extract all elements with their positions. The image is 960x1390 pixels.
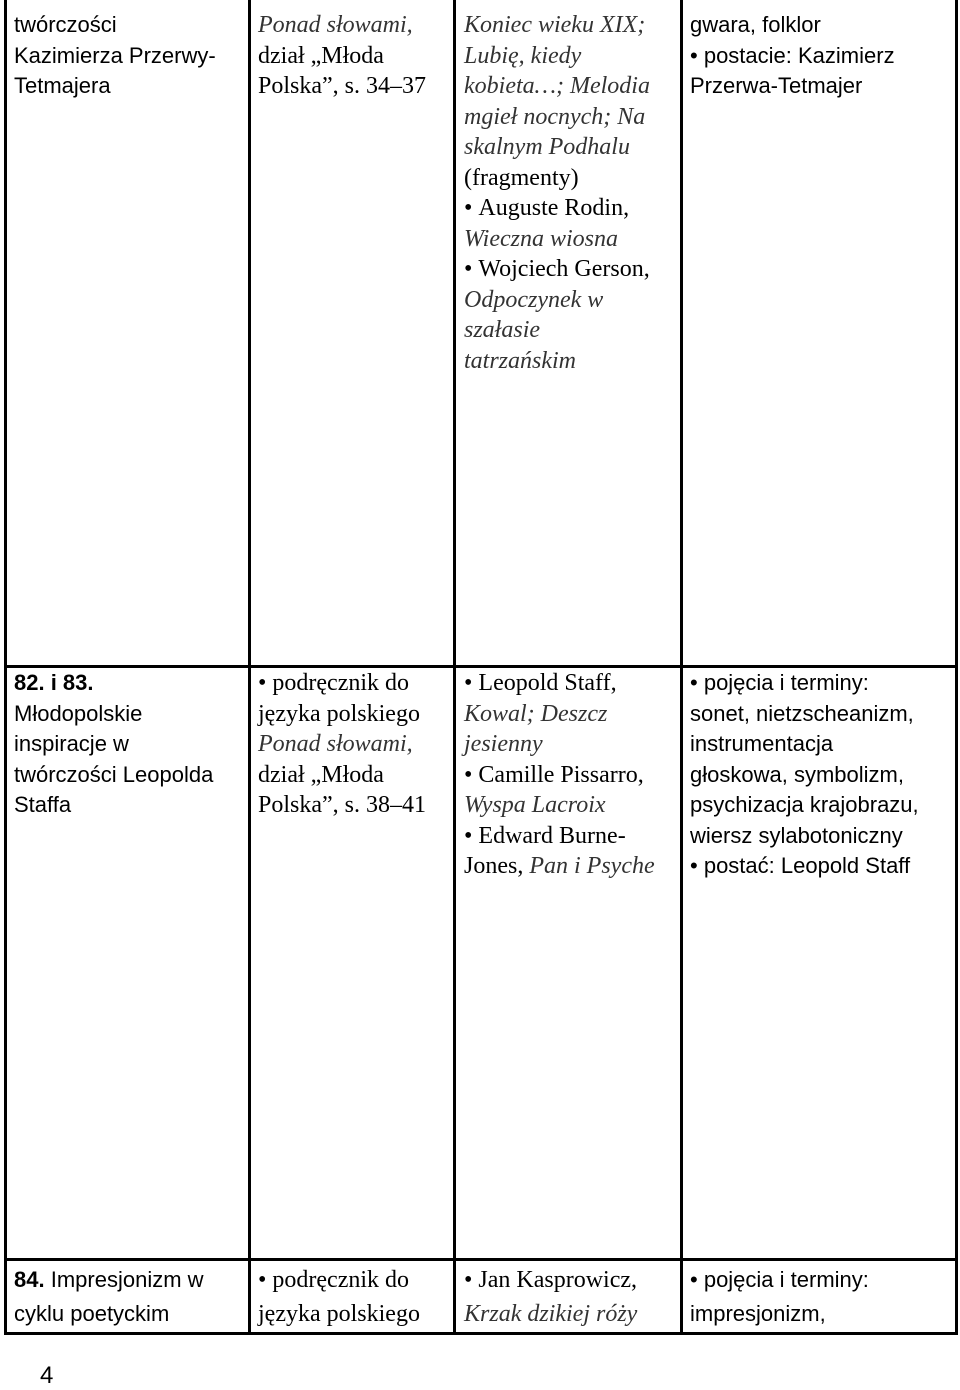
row2-concepts-line: wiersz sylabotoniczny [690,822,903,848]
row2-concepts-line: sonet, nietzscheanizm, [690,700,914,726]
row3-lesson-cell [14,1263,244,1331]
row1-texts-line: mgieł nocnych; Na [464,103,646,130]
row3-materials-line: • podręcznik do [258,1263,450,1297]
row1-materials-line: dział „Młoda [258,42,384,69]
row2-materials-line: języka polskiego [258,700,420,727]
row1-materials-cell [258,10,450,102]
row2-texts-cell [464,668,678,882]
row2-texts-line: Wyspa Lacroix [464,792,606,818]
table-border-bottom [4,1332,958,1335]
row1-texts-line: • Wojciech Gerson, [464,254,678,285]
row2-texts-line: • Leopold Staff, [464,668,678,699]
row2-concepts-line: • postać: Leopold Staff [690,851,952,882]
row2-lesson-line: inspiracje w [14,731,129,756]
row1-texts-line: • Auguste Rodin, [464,193,678,224]
row2-texts-line: Kowal; Deszcz [464,700,608,727]
row1-concepts-line: gwara, folklor [690,12,821,37]
row1-texts-line: Koniec wieku XIX; [464,12,646,38]
row3-lesson-line-part: Impresjonizm w [50,1267,204,1292]
row2-texts-line: • Camille Pissarro, [464,760,678,791]
row2-materials-line: dział „Młoda [258,761,384,788]
row1-texts-cell [464,10,678,376]
row1-texts-line: skalnym Podhalu [464,134,630,160]
row2-lesson-number: 82. i 83. [14,670,94,695]
row3-concepts-line: impresjonizm, [690,1301,826,1326]
row2-concepts-line: głoskowa, symbolizm, [690,761,904,787]
row2-concepts-line: psychizacja krajobrazu, [690,792,919,817]
row2-lesson-line: Staffa [14,792,72,817]
row2-texts-line [464,851,678,882]
row1-texts-line: tatrzańskim [464,347,577,374]
row2-concepts-cell [690,668,952,882]
row2-lesson-line: twórczości Leopolda [14,761,214,787]
row-divider-2 [4,1258,958,1261]
row2-materials-line: Ponad słowami, [258,731,413,757]
row2-texts-line: • Edward Burne- [464,821,678,852]
row2-concepts-line: • pojęcia i terminy: [690,668,952,699]
row3-materials-cell [258,1263,450,1331]
row3-texts-line: • Jan Kasprowicz, [464,1263,678,1297]
row3-lesson-line: cyklu poetyckim [14,1301,170,1326]
row3-materials-line: języka polskiego [258,1301,420,1327]
row3-lesson-number: 84. [14,1267,45,1292]
row1-texts-line: Odpoczynek w [464,286,604,313]
row1-lesson-line: Kazimierza Przerwy- [14,42,216,68]
row1-lesson-line: Tetmajera [14,73,111,98]
row1-lesson-cell [14,10,244,102]
row3-texts-cell [464,1263,678,1331]
row1-concepts-line: Przerwa-Tetmajer [690,73,863,98]
row1-materials-line: Polska”, s. 34–37 [258,73,426,99]
row2-texts-line-part: Jones, [464,853,530,879]
row2-texts-line: jesienny [464,731,543,757]
row1-texts-line: Wieczna wiosna [464,225,618,252]
row1-lesson-line: twórczości [14,12,117,37]
row1-texts-line: (fragmenty) [464,164,579,191]
row3-concepts-line: • pojęcia i terminy: [690,1263,952,1297]
row3-texts-line: Krzak dzikiej róży [464,1301,638,1327]
row1-texts-line: Lubię, kiedy [464,42,582,69]
row3-lesson-line [14,1263,244,1297]
row2-materials-cell [258,668,450,821]
page-number: 4 [40,1362,54,1389]
row1-concepts-line: • postacie: Kazimierz [690,41,952,72]
row2-lesson-line: Młodopolskie [14,700,143,726]
row1-concepts-cell [690,10,952,102]
row2-concepts-line: instrumentacja [690,731,834,756]
row1-texts-line: kobieta…; Melodia [464,73,650,99]
row1-texts-line: szałasie [464,317,541,343]
row2-materials-line: • podręcznik do [258,668,450,699]
row2-texts-line-part: Pan i Psyche [529,853,655,879]
row1-materials-line: Ponad słowami, [258,12,413,38]
row2-lesson-cell [14,668,244,821]
row3-concepts-cell [690,1263,952,1331]
row2-materials-line: Polska”, s. 38–41 [258,792,426,818]
